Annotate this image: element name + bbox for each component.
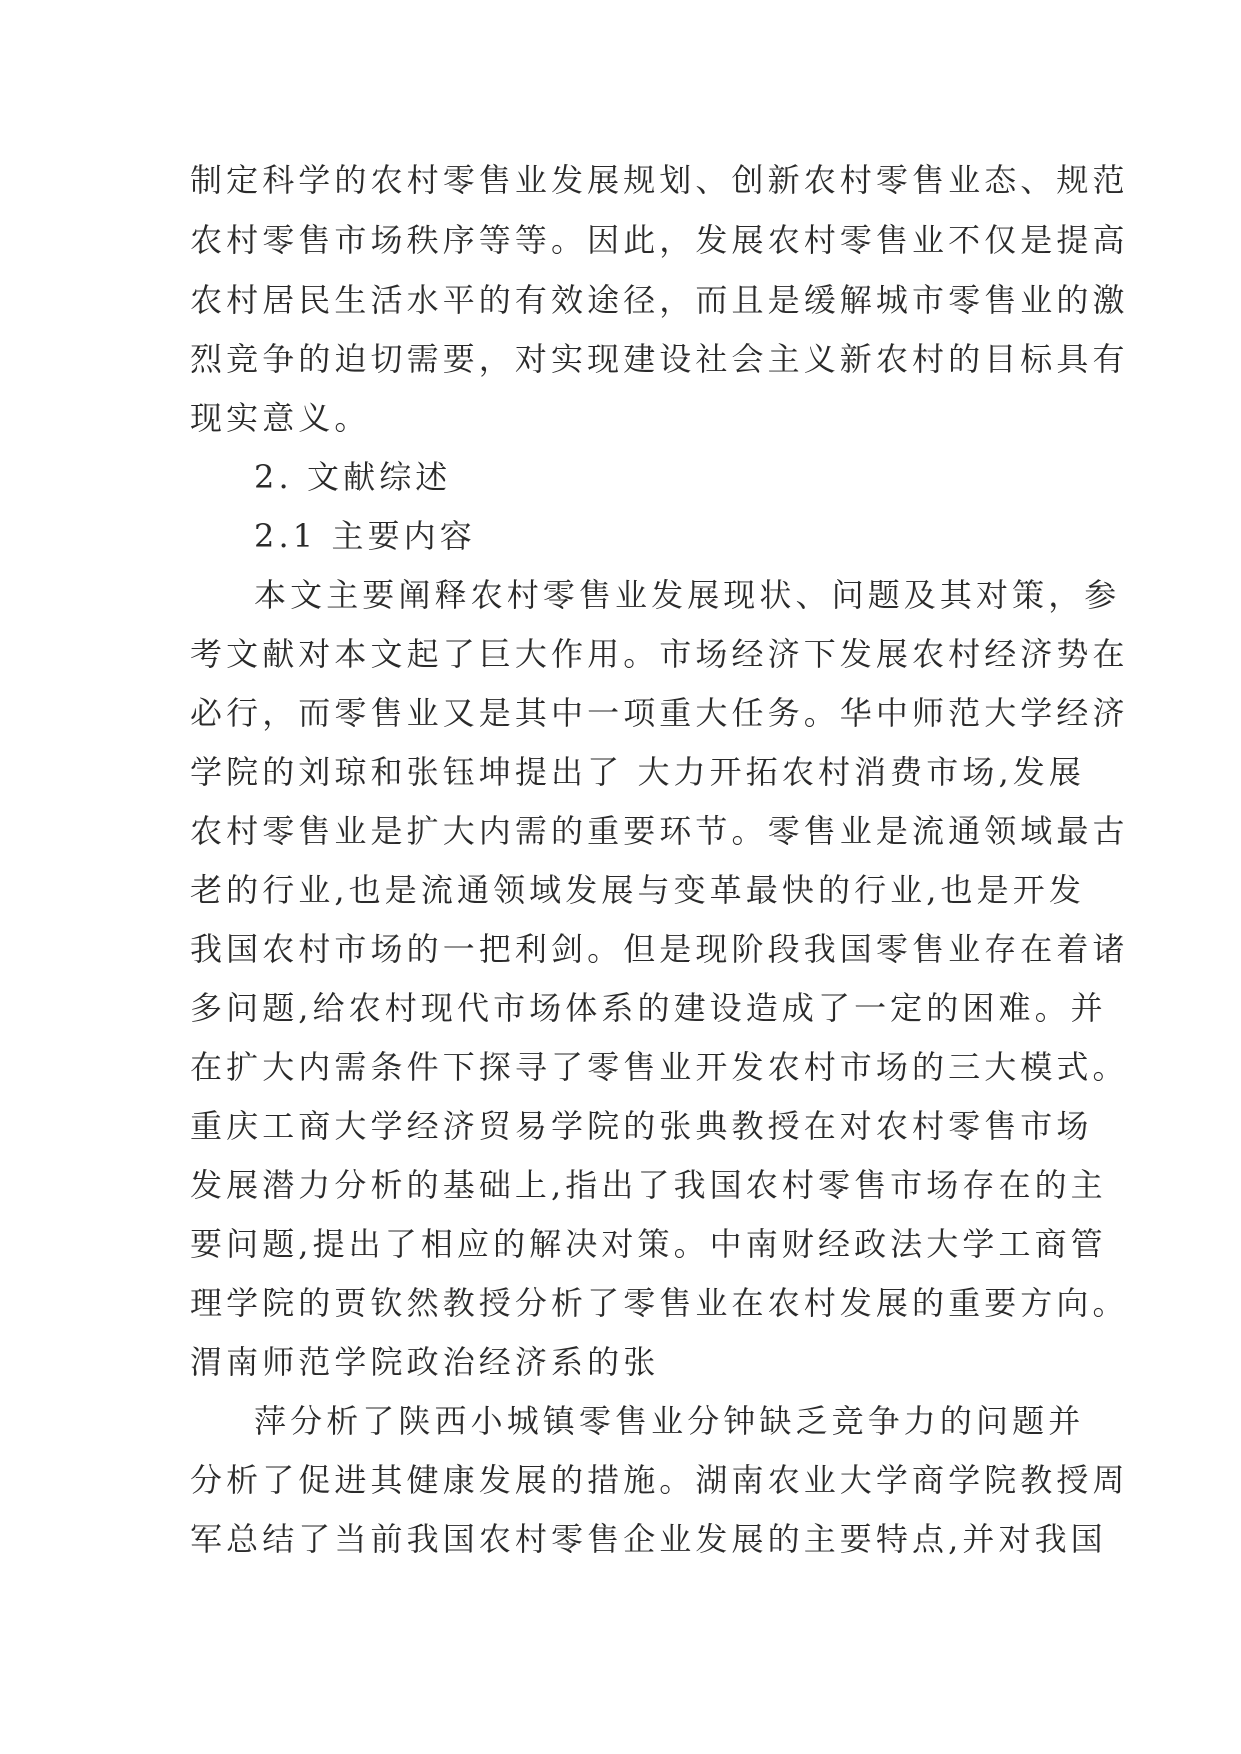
section-heading: 2. 文献综述 bbox=[254, 458, 452, 496]
body-text-line: 我国农村市场的一把利剑。但是现阶段我国零售业存在着诸 bbox=[190, 930, 1129, 968]
body-text-line: 学院的刘琼和张钰坤提出了 大力开拓农村消费市场,发展 bbox=[190, 753, 1085, 791]
body-text-line: 必行，而零售业又是其中一项重大任务。华中师范大学经济 bbox=[190, 694, 1129, 732]
body-text-line: 军总结了当前我国农村零售企业发展的主要特点,并对我国 bbox=[190, 1520, 1107, 1558]
body-text-line: 渭南师范学院政治经济系的张 bbox=[190, 1343, 660, 1381]
body-text-line: 萍分析了陕西小城镇零售业分钟缺乏竞争力的问题并 bbox=[254, 1402, 1085, 1440]
body-text-line: 发展潜力分析的基础上,指出了我国农村零售市场存在的主 bbox=[190, 1166, 1107, 1204]
subsection-heading: 2.1 主要内容 bbox=[254, 517, 476, 555]
body-text-line: 分析了促进其健康发展的措施。湖南农业大学商学院教授周 bbox=[190, 1461, 1129, 1499]
body-text-line: 要问题,提出了相应的解决对策。中南财经政法大学工商管 bbox=[190, 1225, 1107, 1263]
body-text-line: 农村居民生活水平的有效途径，而且是缓解城市零售业的激 bbox=[190, 281, 1129, 319]
body-text-line: 农村零售市场秩序等等。因此，发展农村零售业不仅是提高 bbox=[190, 221, 1129, 259]
body-text-line: 在扩大内需条件下探寻了零售业开发农村市场的三大模式。 bbox=[190, 1048, 1129, 1086]
body-text-line: 考文献对本文起了巨大作用。市场经济下发展农村经济势在 bbox=[190, 635, 1129, 673]
body-text-line: 本文主要阐释农村零售业发展现状、问题及其对策，参 bbox=[254, 576, 1121, 614]
body-text-line: 制定科学的农村零售业发展规划、创新农村零售业态、规范 bbox=[190, 161, 1129, 199]
body-text-line: 烈竞争的迫切需要，对实现建设社会主义新农村的目标具有 bbox=[190, 340, 1129, 378]
body-text-line: 老的行业,也是流通领域发展与变革最快的行业,也是开发 bbox=[190, 871, 1085, 909]
body-text-line: 重庆工商大学经济贸易学院的张典教授在对农村零售市场 bbox=[190, 1107, 1093, 1145]
body-text-line: 理学院的贾钦然教授分析了零售业在农村发展的重要方向。 bbox=[190, 1284, 1129, 1322]
body-text-line: 农村零售业是扩大内需的重要环节。零售业是流通领域最古 bbox=[190, 812, 1129, 850]
body-text-line: 多问题,给农村现代市场体系的建设造成了一定的困难。并 bbox=[190, 989, 1107, 1027]
body-text-line: 现实意义。 bbox=[190, 399, 371, 437]
